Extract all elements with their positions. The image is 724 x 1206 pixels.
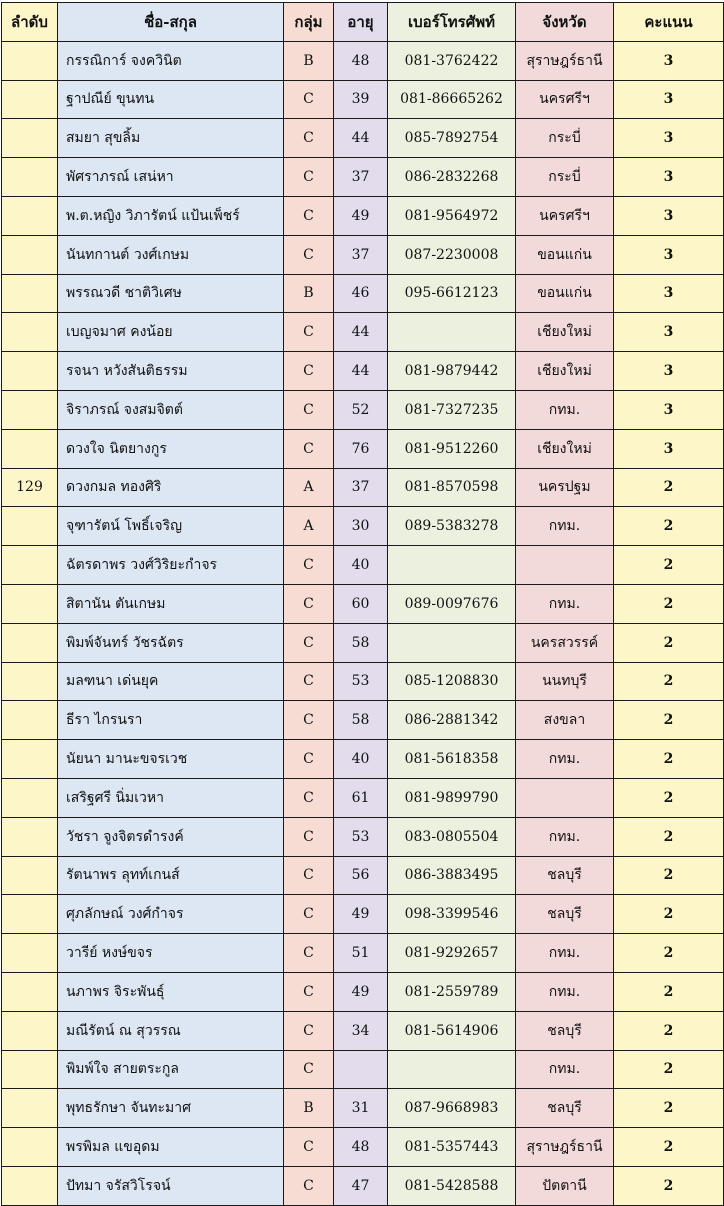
cell-phone: 098-3399546 <box>388 895 516 934</box>
cell-province: กทม. <box>516 507 614 546</box>
cell-group: C <box>284 623 334 662</box>
table-row <box>2 584 724 623</box>
cell-age: 37 <box>334 468 388 507</box>
cell-name: พ.ต.หญิง วิภารัตน์ แป้นเพ็ชร์ <box>58 196 284 235</box>
cell-province: ชลบุรี <box>516 895 614 934</box>
cell-group: C <box>284 429 334 468</box>
cell-phone <box>388 313 516 352</box>
participant-table <box>1 2 724 1206</box>
table-row <box>2 390 724 429</box>
cell-phone: 081-5618358 <box>388 740 516 779</box>
cell-name: ฉัตรดาพร วงศ์วิริยะกำจร <box>58 546 284 585</box>
cell-group: C <box>284 1166 334 1205</box>
cell-phone: 089-5383278 <box>388 507 516 546</box>
cell-index <box>2 895 58 934</box>
cell-phone <box>388 1050 516 1089</box>
cell-group: C <box>284 390 334 429</box>
cell-group: C <box>284 352 334 391</box>
cell-score: 3 <box>614 313 724 352</box>
cell-province: กระบี่ <box>516 119 614 158</box>
cell-name: พัศราภรณ์ เสน่หา <box>58 158 284 197</box>
cell-age: 58 <box>334 701 388 740</box>
table-row <box>2 507 724 546</box>
cell-index <box>2 1166 58 1205</box>
cell-score: 3 <box>614 80 724 119</box>
cell-group: C <box>284 662 334 701</box>
cell-score: 2 <box>614 1011 724 1050</box>
cell-score: 2 <box>614 972 724 1011</box>
cell-name: สมยา สุขลิ้ม <box>58 119 284 158</box>
cell-score: 3 <box>614 429 724 468</box>
cell-index <box>2 740 58 779</box>
cell-phone: 081-5614906 <box>388 1011 516 1050</box>
cell-group: C <box>284 701 334 740</box>
cell-age: 48 <box>334 41 388 80</box>
table-row <box>2 119 724 158</box>
header-row <box>2 3 724 42</box>
cell-index <box>2 856 58 895</box>
cell-index <box>2 623 58 662</box>
cell-group: C <box>284 235 334 274</box>
cell-index <box>2 1089 58 1128</box>
header-province: จังหวัด <box>516 3 614 42</box>
cell-group: B <box>284 41 334 80</box>
header-age: อายุ <box>334 3 388 42</box>
cell-province: สงขลา <box>516 701 614 740</box>
cell-group: C <box>284 158 334 197</box>
cell-group: B <box>284 274 334 313</box>
cell-group: C <box>284 1011 334 1050</box>
cell-index <box>2 196 58 235</box>
cell-index <box>2 778 58 817</box>
cell-province: นครปฐม <box>516 468 614 507</box>
cell-name: เบญจมาศ คงน้อย <box>58 313 284 352</box>
cell-name: จิราภรณ์ จงสมจิตต์ <box>58 390 284 429</box>
cell-phone: 085-1208830 <box>388 662 516 701</box>
cell-name: มลฑนา เด่นยุค <box>58 662 284 701</box>
cell-province: นนทบุรี <box>516 662 614 701</box>
table-row <box>2 468 724 507</box>
cell-group: C <box>284 546 334 585</box>
cell-index <box>2 1050 58 1089</box>
cell-age: 61 <box>334 778 388 817</box>
cell-score: 3 <box>614 196 724 235</box>
table-row <box>2 701 724 740</box>
cell-province: ปัตตานี <box>516 1166 614 1205</box>
cell-group: B <box>284 1089 334 1128</box>
table-row <box>2 80 724 119</box>
cell-index <box>2 1128 58 1167</box>
cell-province: กทม. <box>516 740 614 779</box>
cell-phone: 081-3762422 <box>388 41 516 80</box>
cell-score: 3 <box>614 119 724 158</box>
cell-index: 129 <box>2 468 58 507</box>
cell-index <box>2 507 58 546</box>
table-row <box>2 817 724 856</box>
cell-phone: 086-2832268 <box>388 158 516 197</box>
cell-index <box>2 158 58 197</box>
cell-score: 2 <box>614 584 724 623</box>
cell-name: ธีรา ไกรนรา <box>58 701 284 740</box>
cell-group: C <box>284 972 334 1011</box>
cell-phone: 087-9668983 <box>388 1089 516 1128</box>
cell-group: C <box>284 584 334 623</box>
table-row <box>2 313 724 352</box>
cell-index <box>2 429 58 468</box>
cell-phone: 081-9292657 <box>388 934 516 973</box>
table-row <box>2 740 724 779</box>
table-row <box>2 1050 724 1089</box>
header-name: ชื่อ-สกุล <box>58 3 284 42</box>
cell-index <box>2 546 58 585</box>
cell-group: C <box>284 119 334 158</box>
cell-province: กทม. <box>516 1050 614 1089</box>
table-row <box>2 196 724 235</box>
cell-province: ขอนแก่น <box>516 274 614 313</box>
header-score: คะแนน <box>614 3 724 42</box>
table-row <box>2 972 724 1011</box>
cell-phone: 086-2881342 <box>388 701 516 740</box>
cell-name: พิมพ์จันทร์ วัชรฉัตร <box>58 623 284 662</box>
cell-province: กทม. <box>516 972 614 1011</box>
cell-name: กรรณิการ์ จงควินิต <box>58 41 284 80</box>
table-row <box>2 235 724 274</box>
cell-province: เชียงใหม่ <box>516 429 614 468</box>
cell-score: 2 <box>614 507 724 546</box>
cell-group: C <box>284 313 334 352</box>
cell-province: เชียงใหม่ <box>516 352 614 391</box>
cell-score: 3 <box>614 352 724 391</box>
cell-phone: 095-6612123 <box>388 274 516 313</box>
cell-group: C <box>284 80 334 119</box>
cell-index <box>2 584 58 623</box>
cell-score: 2 <box>614 895 724 934</box>
cell-group: C <box>284 895 334 934</box>
cell-phone: 081-86665262 <box>388 80 516 119</box>
cell-phone: 081-9899790 <box>388 778 516 817</box>
cell-name: ฐาปณีย์ ขุนทน <box>58 80 284 119</box>
cell-age: 52 <box>334 390 388 429</box>
cell-name: ศุภลักษณ์ วงศ์กำจร <box>58 895 284 934</box>
table-row <box>2 856 724 895</box>
cell-province: ชลบุรี <box>516 856 614 895</box>
cell-province: สุราษฎร์ธานี <box>516 1128 614 1167</box>
cell-phone: 081-5428588 <box>388 1166 516 1205</box>
cell-score: 2 <box>614 1089 724 1128</box>
cell-name: ดวงใจ นิตยางกูร <box>58 429 284 468</box>
cell-score: 3 <box>614 158 724 197</box>
cell-index <box>2 701 58 740</box>
cell-phone: 081-9879442 <box>388 352 516 391</box>
header-index: ลำดับ <box>2 3 58 42</box>
table-row <box>2 158 724 197</box>
cell-score: 3 <box>614 235 724 274</box>
cell-index <box>2 313 58 352</box>
cell-name: นภาพร จิระพันธุ์ <box>58 972 284 1011</box>
cell-age: 49 <box>334 972 388 1011</box>
cell-index <box>2 934 58 973</box>
cell-score: 2 <box>614 662 724 701</box>
cell-index <box>2 662 58 701</box>
cell-index <box>2 972 58 1011</box>
cell-phone: 087-2230008 <box>388 235 516 274</box>
cell-age: 51 <box>334 934 388 973</box>
table-row <box>2 662 724 701</box>
cell-phone: 081-5357443 <box>388 1128 516 1167</box>
cell-name: วัชรา จูงจิตรดำรงค์ <box>58 817 284 856</box>
table-row <box>2 1128 724 1167</box>
cell-phone: 086-3883495 <box>388 856 516 895</box>
cell-index <box>2 352 58 391</box>
table-row <box>2 623 724 662</box>
cell-name: เสริฐศรี นิ่มเวหา <box>58 778 284 817</box>
cell-group: C <box>284 934 334 973</box>
cell-province: นครสวรรค์ <box>516 623 614 662</box>
table-row <box>2 274 724 313</box>
cell-phone: 081-7327235 <box>388 390 516 429</box>
cell-province <box>516 546 614 585</box>
cell-age: 31 <box>334 1089 388 1128</box>
table-row <box>2 934 724 973</box>
cell-score: 2 <box>614 817 724 856</box>
cell-province: กทม. <box>516 390 614 429</box>
table-row <box>2 1089 724 1128</box>
cell-age: 44 <box>334 313 388 352</box>
table-row <box>2 895 724 934</box>
cell-name: ปัทมา จรัสวิโรจน์ <box>58 1166 284 1205</box>
table-row <box>2 429 724 468</box>
cell-score: 2 <box>614 1128 724 1167</box>
cell-province: สุราษฎร์ธานี <box>516 41 614 80</box>
cell-name: จุฑารัตน์ โพธิ์เจริญ <box>58 507 284 546</box>
cell-phone <box>388 546 516 585</box>
cell-age: 44 <box>334 119 388 158</box>
table-row <box>2 41 724 80</box>
cell-name: นัยนา มานะขจรเวช <box>58 740 284 779</box>
cell-province: ชลบุรี <box>516 1011 614 1050</box>
cell-name: พุทธรักษา จันทะมาศ <box>58 1089 284 1128</box>
cell-age: 56 <box>334 856 388 895</box>
cell-index <box>2 235 58 274</box>
cell-group: C <box>284 740 334 779</box>
cell-score: 2 <box>614 1050 724 1089</box>
table-row <box>2 352 724 391</box>
cell-phone: 081-8570598 <box>388 468 516 507</box>
cell-name: พรรณวดี ชาติวิเศษ <box>58 274 284 313</box>
cell-score: 3 <box>614 390 724 429</box>
cell-group: C <box>284 1050 334 1089</box>
cell-age <box>334 1050 388 1089</box>
cell-index <box>2 817 58 856</box>
cell-province: กระบี่ <box>516 158 614 197</box>
cell-age: 40 <box>334 546 388 585</box>
cell-index <box>2 274 58 313</box>
cell-name: วารีย์ หงษ์ขจร <box>58 934 284 973</box>
cell-score: 2 <box>614 1166 724 1205</box>
cell-age: 47 <box>334 1166 388 1205</box>
cell-score: 3 <box>614 41 724 80</box>
cell-group: C <box>284 1128 334 1167</box>
cell-group: C <box>284 778 334 817</box>
cell-index <box>2 80 58 119</box>
cell-province: เชียงใหม่ <box>516 313 614 352</box>
cell-age: 76 <box>334 429 388 468</box>
cell-age: 37 <box>334 235 388 274</box>
cell-province <box>516 778 614 817</box>
cell-name: รจนา หวังสันติธรรม <box>58 352 284 391</box>
cell-name: นันทกานต์ วงศ์เกษม <box>58 235 284 274</box>
cell-group: C <box>284 817 334 856</box>
cell-group: A <box>284 468 334 507</box>
table-body <box>2 41 724 1205</box>
cell-group: C <box>284 196 334 235</box>
cell-phone <box>388 623 516 662</box>
cell-age: 48 <box>334 1128 388 1167</box>
cell-province: กทม. <box>516 934 614 973</box>
header-group: กลุ่ม <box>284 3 334 42</box>
cell-score: 3 <box>614 274 724 313</box>
cell-age: 34 <box>334 1011 388 1050</box>
cell-score: 2 <box>614 623 724 662</box>
cell-age: 58 <box>334 623 388 662</box>
header-phone: เบอร์โทรศัพท์ <box>388 3 516 42</box>
cell-age: 30 <box>334 507 388 546</box>
cell-age: 37 <box>334 158 388 197</box>
cell-name: มณีรัตน์ ณ สุวรรณ <box>58 1011 284 1050</box>
cell-phone: 081-2559789 <box>388 972 516 1011</box>
cell-group: A <box>284 507 334 546</box>
cell-age: 39 <box>334 80 388 119</box>
cell-index <box>2 41 58 80</box>
cell-index <box>2 119 58 158</box>
cell-province: ชลบุรี <box>516 1089 614 1128</box>
cell-name: พรพิมล แขอุดม <box>58 1128 284 1167</box>
cell-province: กทม. <box>516 584 614 623</box>
cell-name: รัตนาพร ลุทท์เกนส์ <box>58 856 284 895</box>
cell-province: นครศรีฯ <box>516 80 614 119</box>
cell-phone: 085-7892754 <box>388 119 516 158</box>
cell-score: 2 <box>614 468 724 507</box>
cell-province: กทม. <box>516 817 614 856</box>
cell-phone: 081-9564972 <box>388 196 516 235</box>
cell-age: 53 <box>334 662 388 701</box>
cell-score: 2 <box>614 934 724 973</box>
cell-group: C <box>284 856 334 895</box>
cell-age: 60 <box>334 584 388 623</box>
table-row <box>2 778 724 817</box>
cell-province: นครศรีฯ <box>516 196 614 235</box>
cell-age: 49 <box>334 895 388 934</box>
cell-age: 46 <box>334 274 388 313</box>
cell-age: 40 <box>334 740 388 779</box>
cell-score: 2 <box>614 856 724 895</box>
table-row <box>2 546 724 585</box>
cell-age: 53 <box>334 817 388 856</box>
cell-score: 2 <box>614 740 724 779</box>
cell-name: ดวงกมล ทองศิริ <box>58 468 284 507</box>
cell-score: 2 <box>614 546 724 585</box>
cell-phone: 089-0097676 <box>388 584 516 623</box>
cell-score: 2 <box>614 778 724 817</box>
cell-score: 2 <box>614 701 724 740</box>
cell-name: สิตานัน ตันเกษม <box>58 584 284 623</box>
table-row <box>2 1166 724 1205</box>
cell-age: 49 <box>334 196 388 235</box>
cell-phone: 081-9512260 <box>388 429 516 468</box>
cell-province: ขอนแก่น <box>516 235 614 274</box>
cell-index <box>2 390 58 429</box>
cell-name: พิมพ์ใจ สายตระกูล <box>58 1050 284 1089</box>
cell-age: 44 <box>334 352 388 391</box>
cell-phone: 083-0805504 <box>388 817 516 856</box>
cell-index <box>2 1011 58 1050</box>
table-row <box>2 1011 724 1050</box>
